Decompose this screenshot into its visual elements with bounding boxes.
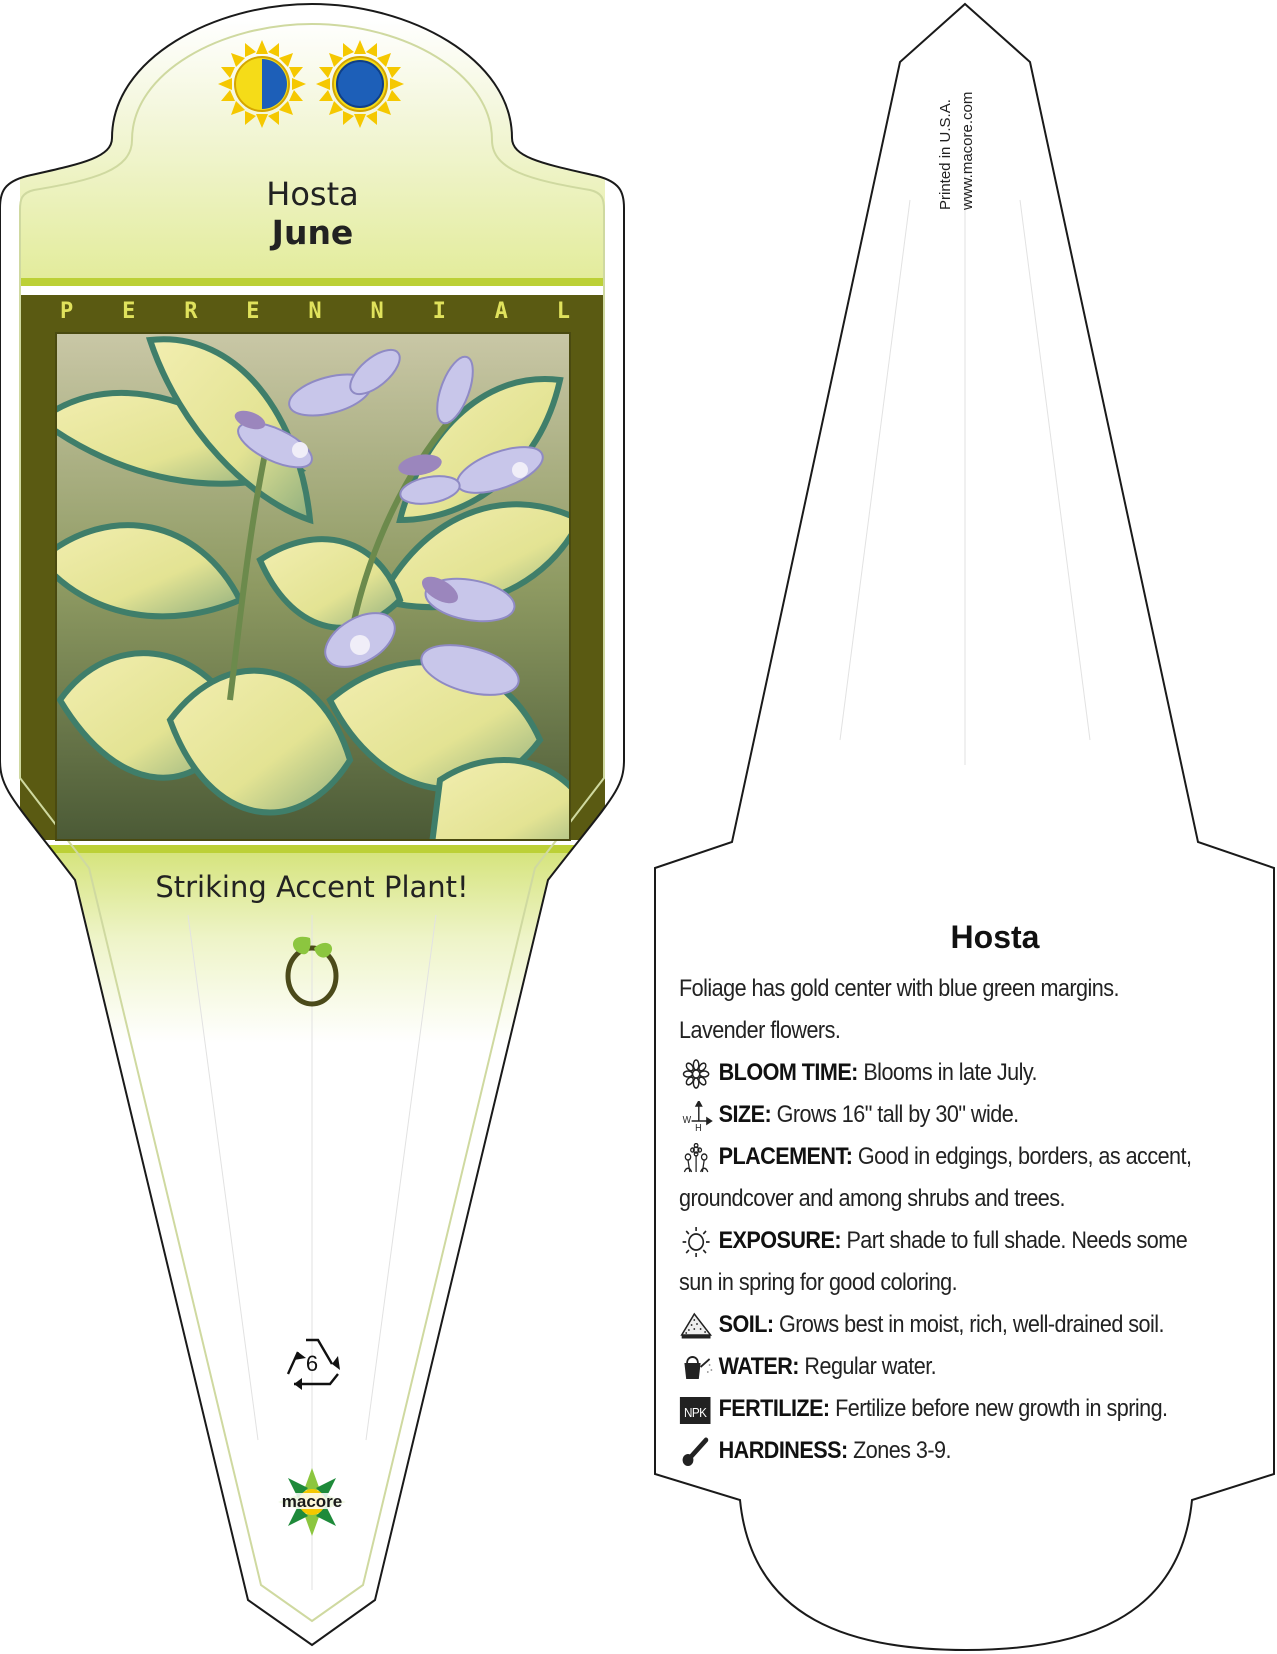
sun-icon	[679, 1227, 713, 1257]
exposure-text: Part shade to full shade. Needs some	[846, 1227, 1188, 1254]
fertilize-label: FERTILIZE:	[718, 1395, 830, 1422]
height-label: H	[695, 1122, 702, 1131]
category-letter: N	[370, 299, 384, 324]
soil-label: SOIL:	[718, 1311, 774, 1338]
fertilize-row	[679, 1390, 1192, 1432]
lime-rule-top	[20, 278, 605, 286]
category-letter: E	[122, 299, 136, 324]
size-label: SIZE:	[718, 1101, 772, 1128]
water-text: Regular water.	[804, 1353, 937, 1380]
description-line: Lavender flowers.	[679, 1017, 841, 1044]
fertilize-text: Fertilize before new growth in spring.	[835, 1395, 1168, 1422]
description-line: Foliage has gold center with blue green margins.	[679, 975, 1119, 1002]
bloom-text: Blooms in late July.	[863, 1059, 1038, 1086]
exposure-continued: sun in spring for good coloring.	[679, 1269, 958, 1296]
thermometer-icon	[679, 1437, 713, 1467]
category-label	[60, 299, 570, 324]
category-letter: I	[432, 299, 446, 324]
lime-rule-bottom	[20, 845, 605, 853]
full-shade-icon	[316, 40, 404, 128]
placement-label: PLACEMENT:	[718, 1143, 853, 1170]
hardiness-text: Zones 3-9.	[853, 1437, 951, 1464]
recycle-number: 6	[305, 1351, 319, 1376]
water-row	[679, 1348, 1192, 1390]
tagline: Striking Accent Plant!	[155, 870, 469, 904]
soil-row	[679, 1306, 1192, 1348]
printed-in: Printed in U.S.A.	[937, 99, 954, 210]
exposure-label: EXPOSURE:	[718, 1227, 841, 1254]
category-letter: L	[556, 299, 570, 324]
hardiness-row	[679, 1432, 1192, 1474]
print-info	[935, 92, 979, 210]
back-title: Hosta	[950, 919, 1040, 955]
bloom-label: BLOOM TIME:	[718, 1059, 858, 1086]
exposure-row	[679, 1222, 1192, 1264]
placement-flowers-icon	[679, 1143, 713, 1173]
npk-fertilizer-icon	[679, 1395, 713, 1425]
npk-label: NPK	[683, 1405, 707, 1421]
plant-variety: June	[271, 213, 354, 252]
soil-icon	[679, 1311, 713, 1341]
website: www.macore.com	[959, 91, 976, 210]
category-letter: P	[60, 299, 74, 324]
placement-text: Good in edgings, borders, as accent,	[857, 1143, 1192, 1170]
part-sun-icon	[218, 40, 306, 128]
care-instructions	[679, 970, 1192, 1474]
size-row	[679, 1096, 1192, 1138]
plant-genus: Hosta	[266, 175, 359, 213]
hardiness-label: HARDINESS:	[718, 1437, 848, 1464]
placement-row	[679, 1138, 1192, 1180]
category-letter: A	[494, 299, 508, 324]
plant-photo	[40, 333, 600, 860]
bloom-time-row	[679, 1054, 1192, 1096]
brand-name: macore	[281, 1492, 343, 1511]
category-letter: N	[308, 299, 322, 324]
category-letter: R	[184, 299, 198, 324]
category-letter: E	[246, 299, 260, 324]
water-label: WATER:	[718, 1353, 799, 1380]
soil-text: Grows best in moist, rich, well-drained soil.	[778, 1311, 1165, 1338]
placement-continued: groundcover and among shrubs and trees.	[679, 1185, 1066, 1212]
width-label: W	[682, 1114, 691, 1127]
flower-icon	[679, 1059, 713, 1089]
dimensions-icon	[679, 1101, 713, 1131]
watering-can-icon	[679, 1353, 713, 1383]
size-text: Grows 16" tall by 30" wide.	[776, 1101, 1019, 1128]
